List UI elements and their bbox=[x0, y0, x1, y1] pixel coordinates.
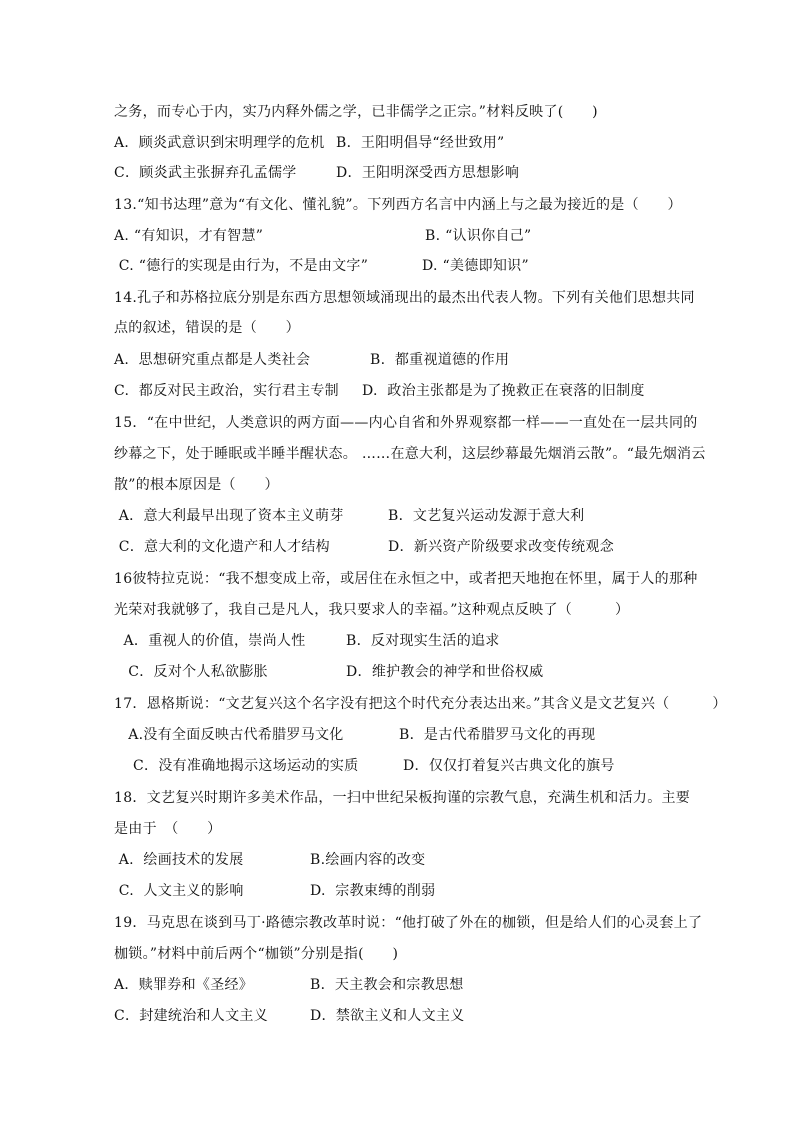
q18-option-d: D. 宗教束缚的削弱 bbox=[310, 883, 436, 899]
question-17-stem: 17．恩格斯说：“文艺复兴这个名字没有把这个时代充分表达出来。”其含义是文艺复兴（ ） bbox=[114, 696, 727, 712]
q13-option-a: A. “有知识，才有智慧” bbox=[114, 228, 264, 244]
q19-option-a: A．赎罪券和《圣经》 bbox=[114, 977, 254, 993]
q19-option-c: C．封建统治和人文主义 bbox=[114, 1008, 269, 1024]
q12-option-b: B．王阳明倡导“经世致用” bbox=[336, 135, 505, 151]
q18-option-a: A. 绘画技术的发展 bbox=[114, 852, 244, 868]
q14-option-a: A. 思想研究重点都是人类社会 bbox=[114, 352, 311, 368]
question-15-stem-line2: 纱幕之下，处于睡眠或半睡半醒状态。 ……在意大利，这层纱幕最先烟消云散”。“最先烟消云 bbox=[114, 446, 706, 462]
q15-option-b: B．文艺复兴运动发源于意大利 bbox=[388, 508, 585, 524]
q19-option-b: B．天主教会和宗教思想 bbox=[310, 977, 464, 993]
q13-option-b: B. “认识你自己” bbox=[425, 228, 532, 244]
q17-option-b: B．是古代希腊罗马文化的再现 bbox=[399, 727, 596, 743]
q17-option-a: A.没有全面反映古代希腊罗马文化 bbox=[114, 727, 344, 743]
q16-option-a: A．重视人的价值，崇尚人性 bbox=[114, 633, 306, 649]
q12-option-c: C．顾炎武主张摒弃孔孟儒学 bbox=[114, 165, 297, 181]
q17-option-d: D．仅仅打着复兴古典文化的旗号 bbox=[403, 758, 615, 774]
q16-option-d: D．维护教会的神学和世俗权威 bbox=[346, 664, 544, 680]
question-14-stem-line1: 14.孔子和苏格拉底分别是东西方思想领域涌现出的最杰出代表人物。下列有关他们思想共同 bbox=[114, 290, 695, 306]
q14-option-d: D. 政治主张都是为了挽救正在衰落的旧制度 bbox=[362, 383, 645, 399]
q12-option-a: A．顾炎武意识到宋明理学的危机 bbox=[114, 135, 325, 151]
q12-option-d: D．王阳明深受西方思想影响 bbox=[336, 165, 520, 181]
q18-option-b: B.绘画内容的改变 bbox=[310, 852, 426, 868]
q15-option-a: A．意大利最早出现了资本主义萌芽 bbox=[114, 508, 344, 524]
question-13-stem: 13.“知书达理”意为“有文化、懂礼貌”。下列西方名言中内涵上与之最为接近的是（ ） bbox=[114, 197, 682, 213]
q15-option-c: C．意大利的文化遗产和人才结构 bbox=[114, 539, 330, 555]
question-16-stem-line2: 光荣对我就够了，我自己是凡人，我只要求人的幸福。”这种观点反映了（ ） bbox=[114, 602, 630, 618]
question-18-stem-line1: 18．文艺复兴时期许多美术作品，一扫中世纪呆板拘谨的宗教气息，充满生机和活力。主要 bbox=[114, 790, 691, 806]
question-12-stem-tail: 之务，而专心于内，实乃内释外儒之学，已非儒学之正宗。”材料反映了( ) bbox=[114, 104, 598, 120]
question-15-stem-line3: 散”的根本原因是（ ） bbox=[114, 477, 279, 493]
q13-option-c: C. “德行的实现是由行为，不是由文字” bbox=[114, 258, 369, 274]
q18-option-c: C. 人文主义的影响 bbox=[114, 883, 244, 899]
question-19-stem-line2: 枷锁。”材料中前后两个“枷锁”分别是指( ) bbox=[114, 946, 399, 962]
question-16-stem-line1: 16彼特拉克说：“我不想变成上帝，或居住在永恒之中，或者把天地抱在怀里，属于人的那种 bbox=[114, 571, 698, 587]
q19-option-d: D．禁欲主义和人文主义 bbox=[310, 1008, 465, 1024]
question-19-stem-line1: 19．马克思在谈到马丁·路德宗教改革时说：“他打破了外在的枷锁，但是给人们的心灵套上了 bbox=[114, 915, 703, 931]
q14-option-c: C. 都反对民主政治，实行君主专制 bbox=[114, 383, 339, 399]
q16-option-b: B．反对现实生活的追求 bbox=[346, 633, 500, 649]
question-15-stem-line1: 15．“在中世纪，人类意识的两方面——内心自省和外界观察都一样——一直处在一层共同的 bbox=[114, 415, 698, 431]
q16-option-c: C．反对个人私欲膨胀 bbox=[114, 664, 268, 680]
q13-option-d: D. “美德即知识” bbox=[422, 258, 529, 274]
question-18-stem-line2: 是由于 （ ） bbox=[114, 821, 222, 837]
q17-option-c: C．没有准确地揭示这场运动的实质 bbox=[114, 758, 359, 774]
q14-option-b: B. 都重视道德的作用 bbox=[370, 352, 510, 368]
q15-option-d: D．新兴资产阶级要求改变传统观念 bbox=[388, 539, 615, 555]
question-14-stem-line2: 点的叙述，错误的是（ ） bbox=[114, 320, 300, 336]
